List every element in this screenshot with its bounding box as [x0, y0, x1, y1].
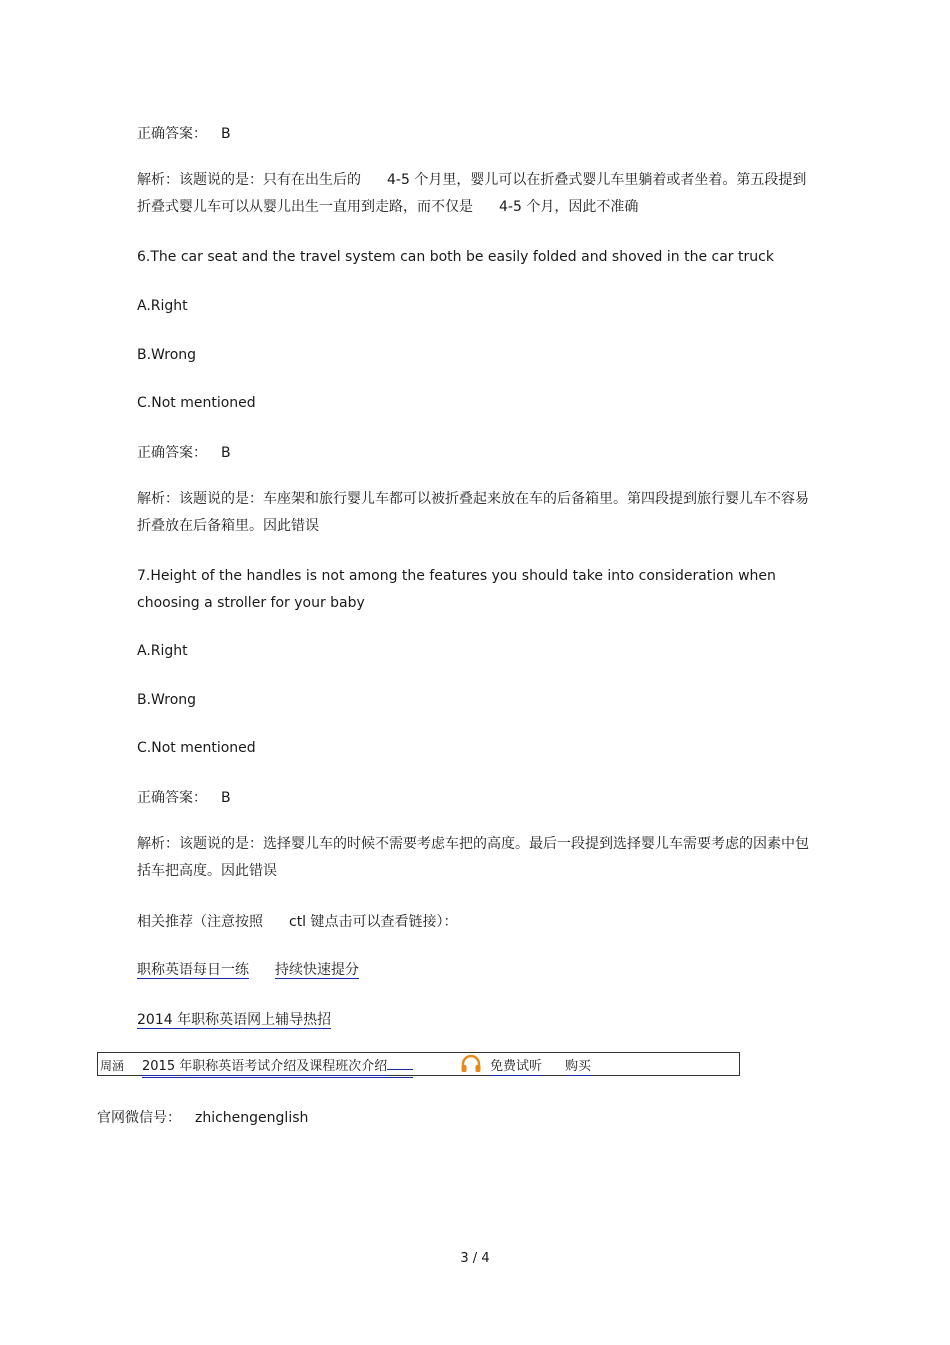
answer-value: B [221, 445, 231, 461]
buy-link[interactable]: 购买 [565, 1055, 591, 1076]
q6-option-a: A.Right [137, 298, 188, 314]
q7-option-a: A.Right [137, 643, 188, 659]
recommend-intro: 相关推荐（注意按照 ctl 键点击可以查看链接）： [137, 914, 458, 930]
q7-option-c: C.Not mentioned [137, 740, 256, 756]
link-daily-practice[interactable]: 职称英语每日一练 持续快速提分 [137, 962, 359, 978]
page-number: 3 / 4 [460, 1251, 490, 1266]
q6-answer: 正确答案： B [137, 445, 231, 461]
q6-explanation: 解析：该题说的是：车座架和旅行婴儿车都可以被折叠起来放在车的后备箱里。第四段提到旅行婴儿车不容易折叠放在后备箱里。因此错误 [137, 491, 809, 534]
q5-explanation: 解析：该题说的是：只有在出生后的 4-5 个月里，婴儿可以在折叠式婴儿车里躺着或者坐着。第五段提到折叠式婴儿车可以从婴儿出生一直用到走路，而不仅是 4-5 个月，因此不准确 [137, 172, 807, 215]
q6-option-c: C.Not mentioned [137, 395, 256, 411]
headphones-icon[interactable] [460, 1055, 482, 1073]
q7-question: 7.Height of the handles is not among the features you should take into consideration when choosing a stroller for your baby [137, 568, 776, 611]
q7-option-b: B.Wrong [137, 692, 197, 708]
q6-option-b: B.Wrong [137, 347, 197, 363]
q6-question: 6.The car seat and the travel system can both be easily folded and shoved in the car truck [137, 249, 774, 265]
q7-explanation: 解析：该题说的是：选择婴儿车的时候不需要考虑车把的高度。最后一段提到选择婴儿车需要考虑的因素中包括车把高度。因此错误 [137, 836, 809, 879]
q7-answer: 正确答案： B [137, 790, 231, 806]
teacher-name: 周涵 [100, 1059, 125, 1073]
answer-value: B [221, 126, 231, 142]
free-trial-link[interactable]: 免费试听 [490, 1055, 542, 1076]
course-box [97, 1052, 740, 1076]
answer-value: B [221, 790, 231, 806]
course-link[interactable]: 2015 年职称英语考试介绍及课程班次介绍 [142, 1055, 413, 1078]
wechat-id: 官网微信号： zhichengenglish [97, 1110, 309, 1126]
link-online-tutoring[interactable]: 2014 年职称英语网上辅导热招 [137, 1012, 332, 1028]
q5-answer: 正确答案： B [137, 126, 231, 142]
